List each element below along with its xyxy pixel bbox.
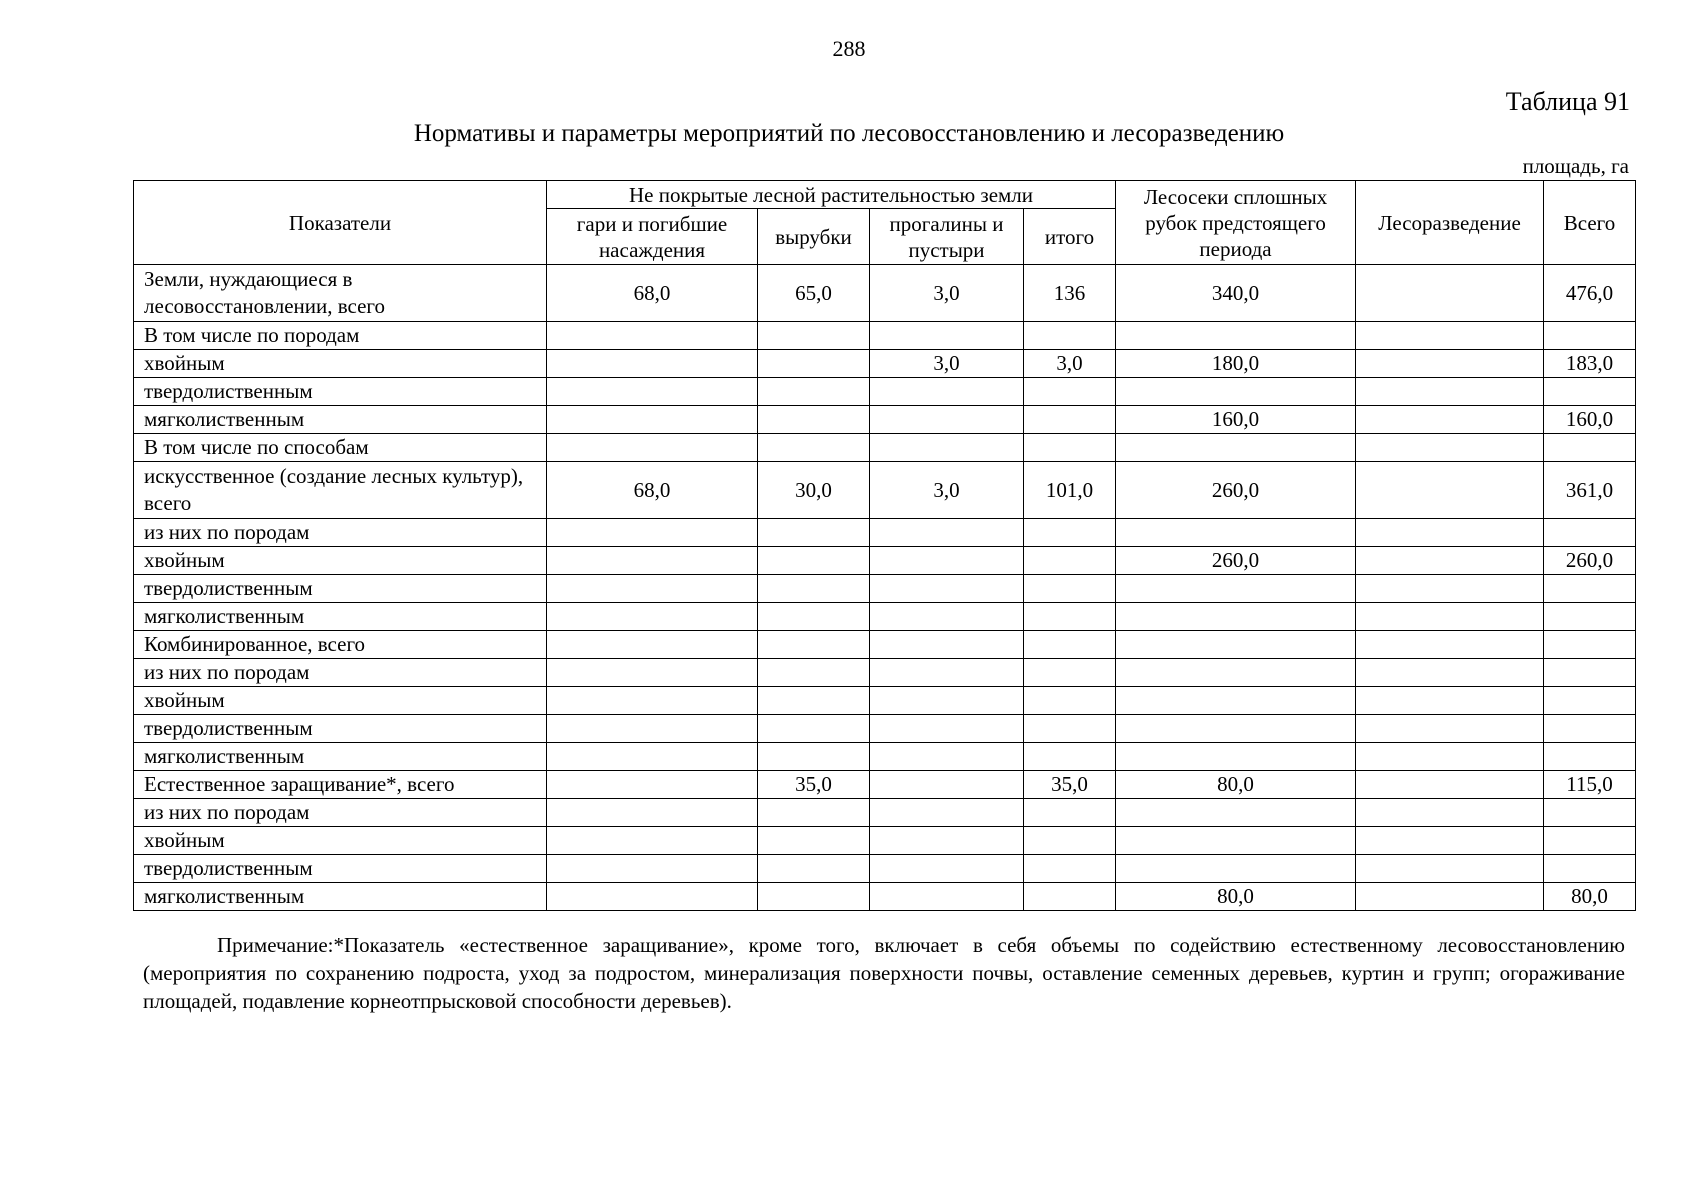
table-cell <box>1024 406 1116 434</box>
table-row <box>134 603 1636 631</box>
table-cell <box>1356 715 1544 743</box>
table-cell <box>870 771 1024 799</box>
table-cell <box>1024 378 1116 406</box>
header-cuttings: вырубки <box>758 209 870 265</box>
table-cell <box>1356 743 1544 771</box>
table-cell <box>758 434 870 462</box>
table-cell <box>758 659 870 687</box>
table-cell <box>1116 434 1356 462</box>
table-cell <box>547 575 758 603</box>
table-cell <box>1544 715 1636 743</box>
table-cell <box>1356 771 1544 799</box>
row-label: В том числе по способам <box>134 434 547 462</box>
table-cell <box>547 406 758 434</box>
header-glades: прогалины и пустыри <box>870 209 1024 265</box>
row-label: из них по породам <box>134 519 547 547</box>
table-cell <box>1024 631 1116 659</box>
table-cell <box>1356 659 1544 687</box>
table-cell <box>1116 715 1356 743</box>
table-cell <box>1356 603 1544 631</box>
document-title: Нормативы и параметры мероприятий по лесовосстановлению и лесоразведению <box>413 120 1285 147</box>
row-label: твердолиственным <box>134 855 547 883</box>
table-cell <box>870 883 1024 911</box>
header-clearcut-areas: Лесосеки сплошных рубок предстоящего периода <box>1116 181 1356 265</box>
row-label: твердолиственным <box>134 715 547 743</box>
table-row <box>134 659 1636 687</box>
table-cell: 361,0 <box>1544 462 1636 519</box>
table-row <box>134 687 1636 715</box>
table-cell <box>547 434 758 462</box>
table-cell <box>1356 378 1544 406</box>
table-cell <box>870 378 1024 406</box>
table-cell <box>547 743 758 771</box>
table-row <box>134 350 1636 378</box>
table-cell <box>870 547 1024 575</box>
table-cell <box>1356 687 1544 715</box>
table-row <box>134 883 1636 911</box>
table-cell <box>1356 519 1544 547</box>
row-label: хвойным <box>134 827 547 855</box>
table-cell <box>1116 378 1356 406</box>
table-cell <box>1544 575 1636 603</box>
table-cell <box>547 322 758 350</box>
table-row <box>134 547 1636 575</box>
table-row <box>134 322 1636 350</box>
table-cell <box>758 827 870 855</box>
table-cell <box>1356 883 1544 911</box>
table-cell <box>1024 575 1116 603</box>
table-cell: 340,0 <box>1116 265 1356 322</box>
table-cell: 80,0 <box>1544 883 1636 911</box>
page-number: 288 <box>832 36 866 61</box>
table-cell: 476,0 <box>1544 265 1636 322</box>
table-cell: 3,0 <box>870 462 1024 519</box>
table-cell <box>547 687 758 715</box>
table-cell <box>1356 350 1544 378</box>
table-cell <box>758 406 870 434</box>
table-cell <box>547 519 758 547</box>
table-cell <box>870 827 1024 855</box>
table-row <box>134 855 1636 883</box>
table-cell <box>870 322 1024 350</box>
table-cell: 3,0 <box>870 350 1024 378</box>
table-cell <box>870 406 1024 434</box>
table-cell <box>1116 687 1356 715</box>
table-cell <box>1544 322 1636 350</box>
table-cell <box>1544 855 1636 883</box>
table-cell <box>1024 883 1116 911</box>
table-cell <box>758 350 870 378</box>
table-cell <box>1116 631 1356 659</box>
header-subtotal: итого <box>1024 209 1116 265</box>
table-cell <box>870 575 1024 603</box>
table-cell <box>758 603 870 631</box>
table-cell <box>1544 743 1636 771</box>
table-cell <box>547 799 758 827</box>
table-cell: 80,0 <box>1116 771 1356 799</box>
table-cell <box>1116 322 1356 350</box>
row-label: хвойным <box>134 350 547 378</box>
table-cell: 115,0 <box>1544 771 1636 799</box>
table-cell: 65,0 <box>758 265 870 322</box>
units-label: площадь, га <box>1522 154 1629 178</box>
table-cell <box>1544 827 1636 855</box>
table-cell <box>1024 603 1116 631</box>
table-cell <box>870 603 1024 631</box>
table-cell <box>1024 715 1116 743</box>
table-cell <box>1356 575 1544 603</box>
table-cell <box>1356 322 1544 350</box>
table-row <box>134 434 1636 462</box>
table-cell <box>1356 265 1544 322</box>
table-cell <box>758 519 870 547</box>
header-not-covered-lands: Не покрытые лесной растительностью земли <box>547 181 1116 209</box>
row-label: В том числе по породам <box>134 322 547 350</box>
table-cell <box>758 575 870 603</box>
table-cell <box>758 883 870 911</box>
row-label: мягколиственным <box>134 406 547 434</box>
header-total: Всего <box>1544 181 1636 265</box>
table-cell <box>1356 631 1544 659</box>
table-cell <box>758 799 870 827</box>
table-cell <box>1024 855 1116 883</box>
table-cell <box>758 715 870 743</box>
table-cell: 3,0 <box>870 265 1024 322</box>
table-cell <box>870 659 1024 687</box>
table-row <box>134 743 1636 771</box>
table-cell: 3,0 <box>1024 350 1116 378</box>
table-cell <box>870 855 1024 883</box>
table-body <box>134 265 1636 911</box>
table-row <box>134 378 1636 406</box>
row-label: твердолиственным <box>134 378 547 406</box>
standards-table <box>133 180 1636 911</box>
table-cell <box>870 519 1024 547</box>
table-cell <box>1024 519 1116 547</box>
table-cell <box>870 715 1024 743</box>
table-cell: 160,0 <box>1544 406 1636 434</box>
table-row <box>134 462 1636 519</box>
table-cell: 68,0 <box>547 462 758 519</box>
table-cell <box>1024 547 1116 575</box>
table-cell <box>1116 659 1356 687</box>
table-cell <box>758 743 870 771</box>
table-cell: 160,0 <box>1116 406 1356 434</box>
table-cell <box>1544 603 1636 631</box>
footnote: Примечание:*Показатель «естественное заращивание», кроме того, включает в себя объемы по содействию естественному лесовосстановлению (мероприятия по сохранению подроста, уход за подростом, минерализация поверхности почвы, оставление семенных деревьев, куртин и групп; огораживание площадей, подавление корнеотпрысковой способности деревьев). <box>143 933 1625 1013</box>
row-label: мягколиственным <box>134 883 547 911</box>
table-cell <box>547 350 758 378</box>
table-cell <box>758 687 870 715</box>
table-cell: 80,0 <box>1116 883 1356 911</box>
table-row <box>134 265 1636 322</box>
table-cell <box>547 883 758 911</box>
table-cell <box>1544 799 1636 827</box>
table-cell <box>547 603 758 631</box>
table-cell <box>870 434 1024 462</box>
table-row <box>134 631 1636 659</box>
table-cell <box>870 631 1024 659</box>
table-row <box>134 771 1636 799</box>
table-cell <box>1544 434 1636 462</box>
table-cell <box>870 743 1024 771</box>
header-afforestation: Лесоразведение <box>1356 181 1544 265</box>
header-burned: гари и погибшие насаждения <box>547 209 758 265</box>
table-row <box>134 519 1636 547</box>
table-row <box>134 575 1636 603</box>
table-cell: 183,0 <box>1544 350 1636 378</box>
table-cell <box>1544 687 1636 715</box>
table-cell <box>547 547 758 575</box>
table-cell <box>547 631 758 659</box>
row-label: искусственное (создание лесных культур), всего <box>134 462 547 519</box>
table-cell <box>1116 827 1356 855</box>
table-cell <box>547 659 758 687</box>
table-cell <box>758 322 870 350</box>
table-cell <box>1024 799 1116 827</box>
table-row <box>134 715 1636 743</box>
table-cell <box>1544 659 1636 687</box>
row-label: мягколиственным <box>134 603 547 631</box>
table-cell <box>1356 799 1544 827</box>
table-cell <box>547 827 758 855</box>
table-cell <box>547 715 758 743</box>
table-label: Таблица 91 <box>1505 87 1630 116</box>
table-cell <box>547 771 758 799</box>
table-cell <box>1356 827 1544 855</box>
table-cell: 68,0 <box>547 265 758 322</box>
table-cell <box>1116 743 1356 771</box>
table-cell <box>1116 519 1356 547</box>
row-label: хвойным <box>134 547 547 575</box>
table-cell <box>1356 462 1544 519</box>
table-cell: 260,0 <box>1116 547 1356 575</box>
row-label: Естественное заращивание*, всего <box>134 771 547 799</box>
table-cell <box>758 631 870 659</box>
table-cell: 260,0 <box>1544 547 1636 575</box>
table-cell <box>870 799 1024 827</box>
table-cell: 35,0 <box>1024 771 1116 799</box>
table-cell <box>1116 799 1356 827</box>
table-cell <box>1356 547 1544 575</box>
table-cell: 136 <box>1024 265 1116 322</box>
table-cell <box>758 378 870 406</box>
table-cell <box>1024 659 1116 687</box>
table-cell <box>1024 434 1116 462</box>
row-label: твердолиственным <box>134 575 547 603</box>
table-cell <box>1024 827 1116 855</box>
table-row <box>134 827 1636 855</box>
row-label: хвойным <box>134 687 547 715</box>
table-cell <box>758 855 870 883</box>
row-label: Комбинированное, всего <box>134 631 547 659</box>
table-cell <box>1544 631 1636 659</box>
table-cell <box>870 687 1024 715</box>
table-cell: 30,0 <box>758 462 870 519</box>
table-cell <box>1356 406 1544 434</box>
table-cell <box>1024 322 1116 350</box>
table-cell <box>1356 855 1544 883</box>
table-cell <box>758 547 870 575</box>
row-label: мягколиственным <box>134 743 547 771</box>
row-label: Земли, нуждающиеся в лесовосстановлении, всего <box>134 265 547 322</box>
table-cell <box>547 855 758 883</box>
table-row <box>134 406 1636 434</box>
table-cell <box>1544 378 1636 406</box>
table-cell <box>1024 687 1116 715</box>
row-label: из них по породам <box>134 659 547 687</box>
table-cell <box>1024 743 1116 771</box>
table-cell <box>1116 855 1356 883</box>
table-cell <box>1116 575 1356 603</box>
table-cell: 35,0 <box>758 771 870 799</box>
table-cell <box>1544 519 1636 547</box>
header-indicators: Показатели <box>134 181 547 265</box>
table-row <box>134 799 1636 827</box>
table-cell <box>1356 434 1544 462</box>
table-cell <box>547 378 758 406</box>
table-cell: 180,0 <box>1116 350 1356 378</box>
row-label: из них по породам <box>134 799 547 827</box>
table-cell: 101,0 <box>1024 462 1116 519</box>
table-cell <box>1116 603 1356 631</box>
table-cell: 260,0 <box>1116 462 1356 519</box>
